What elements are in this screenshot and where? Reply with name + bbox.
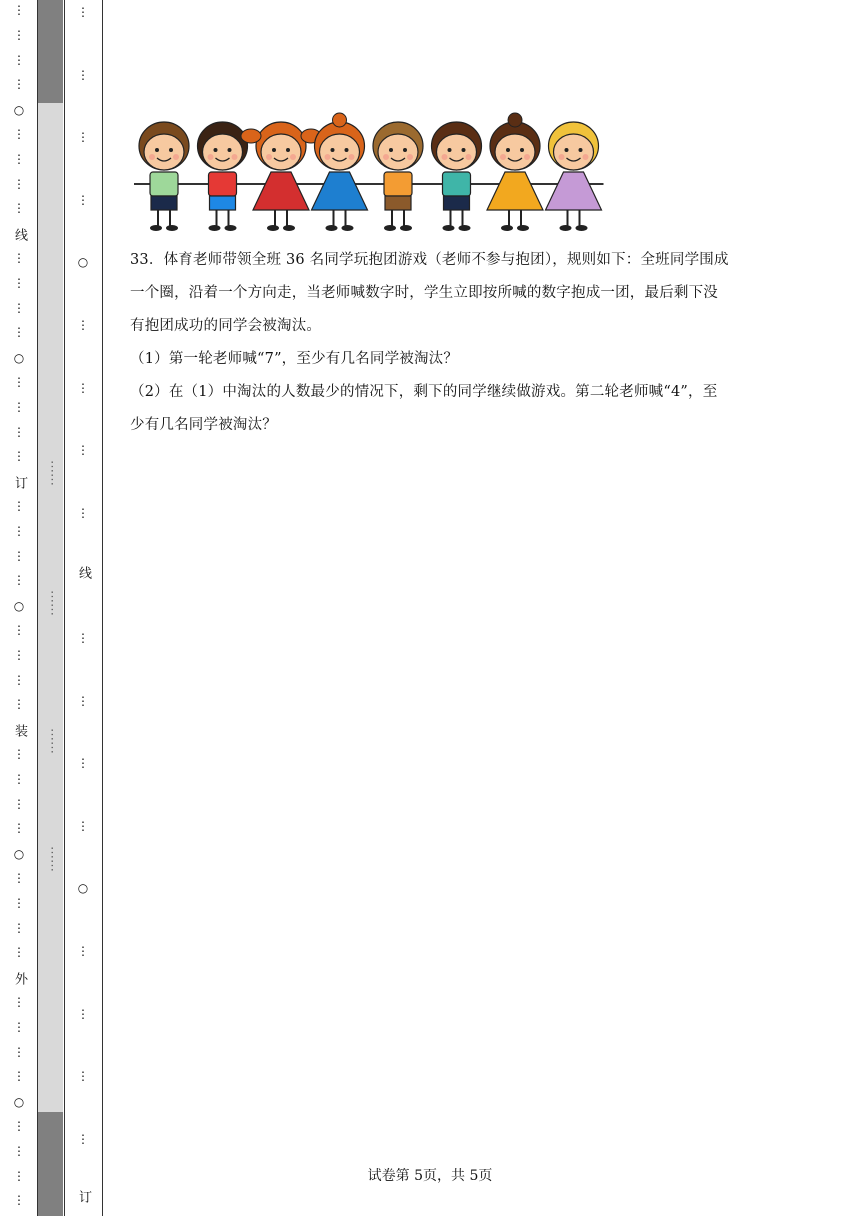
gutter-circle: ○	[77, 255, 89, 269]
gutter-dots: ⋮	[13, 945, 25, 960]
gutter-dots: ⋮	[77, 1006, 89, 1021]
gutter-dots: ⋮	[13, 1044, 25, 1059]
gutter-dots: ⋮	[13, 77, 25, 92]
children-holding-hands-illustration	[128, 112, 610, 234]
gutter-dots: ⋮	[77, 631, 89, 645]
gutter-dots: ⋮	[13, 895, 25, 910]
question-part-2-line-1: （2）在（1）中淘汰的人数最少的情况下，剩下的同学继续做游戏。第二轮老师喊“4”，至	[130, 384, 718, 400]
gutter-dots: ⋮	[13, 275, 25, 290]
gutter-circle: ○	[13, 599, 25, 613]
gutter-dots: ⋮	[77, 130, 89, 145]
question-text-line-2: 一个圈，沿着一个方向走，当老师喊数字时，学生立即按所喊的数字抱成一团，最后剩下没	[130, 285, 718, 301]
gutter-circle: ○	[13, 351, 25, 365]
gutter-dots: ⋮	[13, 52, 25, 67]
gutter-dots: ⋮	[77, 944, 89, 958]
gutter-dots: ⋮	[13, 176, 25, 191]
gutter-gray-dots: ⋯⋯	[44, 846, 59, 872]
gutter-gray-dots: ⋯⋯	[44, 460, 59, 486]
gutter-dots: ⋮	[13, 201, 25, 216]
gutter-dots: ⋮	[13, 399, 25, 414]
gutter-dots: ⋮	[13, 871, 25, 885]
gutter-dots: ⋮	[13, 27, 25, 42]
gutter-dots: ⋮	[13, 1019, 25, 1034]
gutter-dots: ⋮	[77, 380, 89, 395]
gutter-dots: ⋮	[77, 693, 89, 708]
gutter-dots: ⋮	[13, 1143, 25, 1158]
gutter-dots: ⋮	[13, 623, 25, 637]
gutter-dots: ⋮	[13, 375, 25, 389]
gutter-dots: ⋮	[77, 818, 89, 833]
gutter-dots: ⋮	[77, 318, 89, 332]
gutter-dots: ⋮	[13, 151, 25, 166]
gutter-label: 订	[12, 476, 27, 489]
question-number: 33．	[130, 252, 164, 268]
gutter-label: 订	[76, 1190, 91, 1203]
gutter-dots: ⋮	[13, 771, 25, 786]
gutter-label: 外	[12, 972, 27, 985]
binding-gutter-inner	[64, 0, 103, 1216]
question-33	[130, 244, 730, 442]
gutter-dots: ⋮	[13, 1069, 25, 1084]
gutter-dots: ⋮	[13, 424, 25, 439]
gutter-circle: ○	[77, 881, 89, 895]
gutter-dots: ⋮	[13, 672, 25, 687]
gutter-dots: ⋮	[13, 747, 25, 761]
gutter-label: 线	[76, 566, 91, 579]
gutter-dots: ⋮	[77, 192, 89, 207]
question-part-2-line-2: 少有几名同学被淘汰？	[130, 417, 277, 433]
gutter-circle: ○	[13, 1095, 25, 1109]
gutter-dots: ⋮	[13, 1119, 25, 1133]
gutter-gray-dots: ⋯⋯	[44, 590, 59, 616]
gutter-dots: ⋮	[77, 505, 89, 520]
gutter-dots: ⋮	[13, 127, 25, 141]
gutter-dots: ⋮	[13, 548, 25, 563]
gutter-dots: ⋮	[77, 756, 89, 771]
question-text-line-3: 有抱团成功的同学会被淘汰。	[130, 318, 322, 334]
binding-gutter-dark-bottom	[38, 1112, 63, 1216]
gutter-dots: ⋮	[13, 523, 25, 538]
question-text-line-1: 33．体育老师带领全班 36 名同学玩抱团游戏（老师不参与抱团），规则如下：全班同学围成	[130, 252, 729, 268]
gutter-dots: ⋮	[77, 1131, 89, 1146]
gutter-dots: ⋮	[13, 573, 25, 588]
gutter-dots: ⋮	[13, 300, 25, 315]
question-part-1: （1）第一轮老师喊“7”，至少有几名同学被淘汰？	[130, 351, 459, 367]
gutter-dots: ⋮	[13, 920, 25, 935]
gutter-dots: ⋮	[13, 3, 25, 17]
gutter-dots: ⋮	[13, 796, 25, 811]
gutter-dots: ⋮	[77, 67, 89, 82]
gutter-label: 装	[12, 724, 27, 737]
gutter-dots: ⋮	[13, 647, 25, 662]
gutter-dots: ⋮	[13, 1168, 25, 1183]
gutter-dots: ⋮	[13, 995, 25, 1009]
gutter-dots: ⋮	[13, 1193, 25, 1208]
gutter-dots: ⋮	[13, 449, 25, 464]
gutter-dots: ⋮	[13, 251, 25, 265]
gutter-dots: ⋮	[13, 325, 25, 340]
gutter-label: 线	[12, 228, 27, 241]
gutter-circle: ○	[13, 103, 25, 117]
gutter-dots: ⋮	[13, 499, 25, 513]
gutter-dots: ⋮	[77, 443, 89, 458]
gutter-gray-dots: ⋯⋯	[44, 728, 59, 754]
gutter-dots: ⋮	[13, 821, 25, 836]
page-footer: 试卷第 5页，共 5页	[367, 1168, 493, 1184]
gutter-dots: ⋮	[77, 1069, 89, 1084]
binding-gutter-dark-top	[38, 0, 63, 103]
gutter-circle: ○	[13, 847, 25, 861]
gutter-dots: ⋮	[77, 5, 89, 19]
gutter-dots: ⋮	[13, 697, 25, 712]
